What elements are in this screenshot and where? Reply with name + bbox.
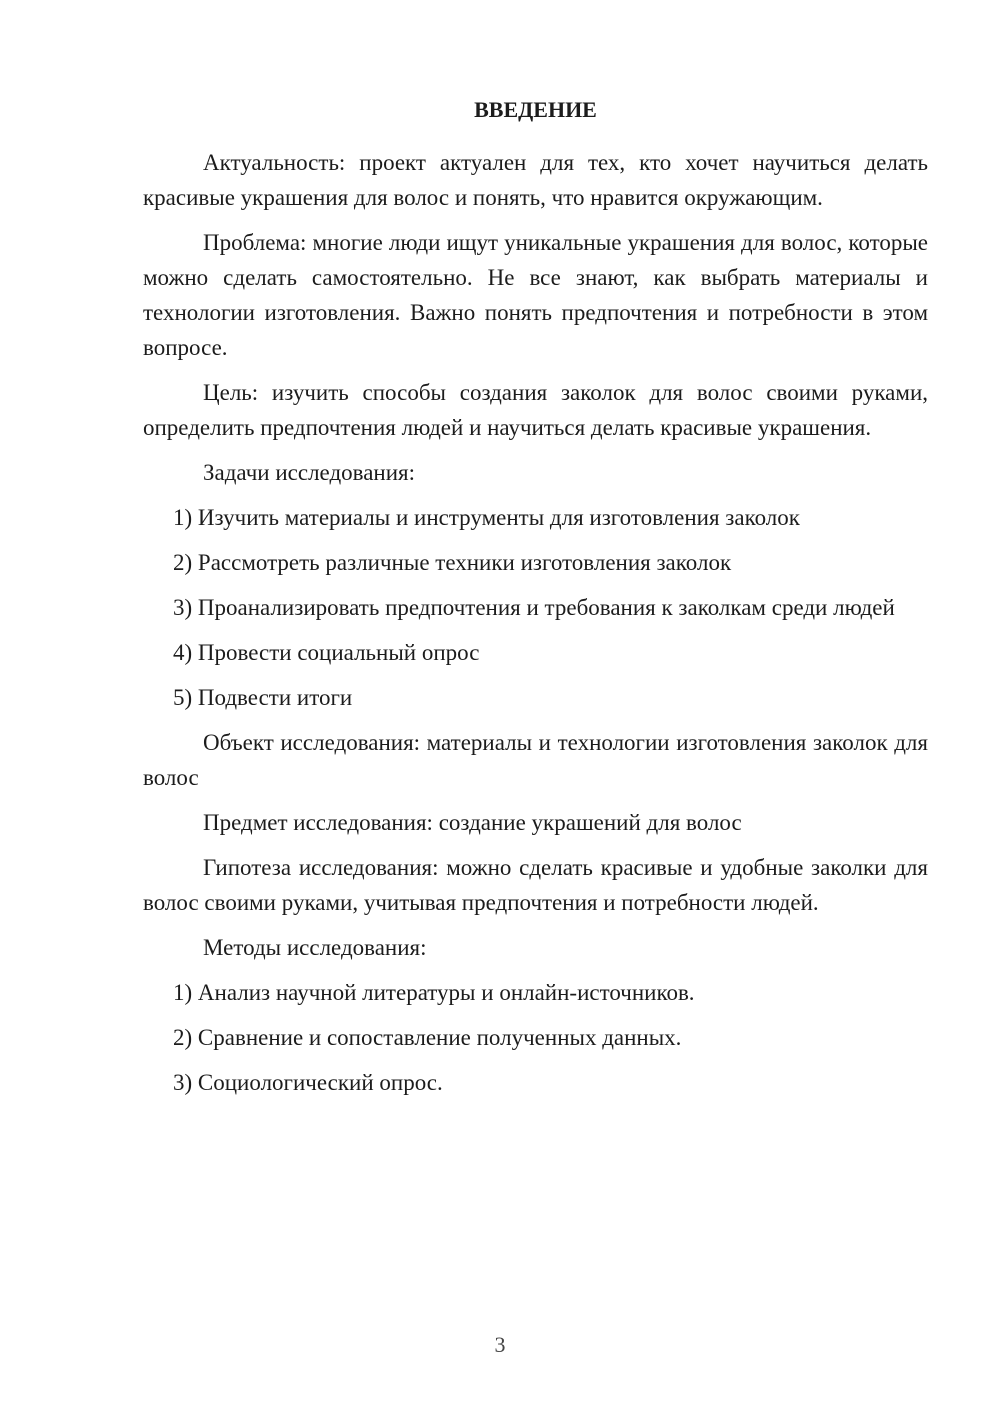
hypothesis-paragraph: Гипотеза исследования: можно сделать красивые и удобные заколки для волос своими руками, учитывая предпочтения и потребности людей.	[143, 855, 928, 915]
tasks-heading: Задачи исследования:	[203, 460, 416, 485]
method-item: 3) Социологический опрос.	[173, 1070, 443, 1095]
goal-paragraph: Цель: изучить способы создания заколок для волос своими руками, определить предпочтения людей и научиться делать красивые украшения.	[143, 380, 928, 440]
object-paragraph: Объект исследования: материалы и технологии изготовления заколок для волос	[143, 730, 928, 790]
page-number: 3	[494, 1332, 506, 1357]
task-item: 4) Провести социальный опрос	[173, 640, 480, 665]
method-item: 1) Анализ научной литературы и онлайн-источников.	[173, 980, 695, 1005]
task-item: 1) Изучить материалы и инструменты для изготовления заколок	[173, 505, 800, 530]
subject-paragraph: Предмет исследования: создание украшений для волос	[203, 810, 742, 835]
problem-paragraph: Проблема: многие люди ищут уникальные украшения для волос, которые можно сделать самостоятельно. Не все знают, как выбрать материалы и технологии изготовления. Важно понять предпочтения и потребности в этом вопросе.	[143, 230, 928, 360]
task-item: 3) Проанализировать предпочтения и требования к заколкам среди людей	[173, 595, 895, 620]
task-item: 5) Подвести итоги	[173, 685, 353, 710]
page-title: ВВЕДЕНИЕ	[474, 97, 597, 122]
document-page	[143, 92, 928, 1110]
method-item: 2) Сравнение и сопоставление полученных данных.	[173, 1025, 682, 1050]
task-item: 2) Рассмотреть различные техники изготовления заколок	[173, 550, 732, 575]
methods-heading: Методы исследования:	[203, 935, 427, 960]
relevance-paragraph: Актуальность: проект актуален для тех, кто хочет научиться делать красивые украшения для волос и понять, что нравится окружающим.	[143, 150, 928, 210]
